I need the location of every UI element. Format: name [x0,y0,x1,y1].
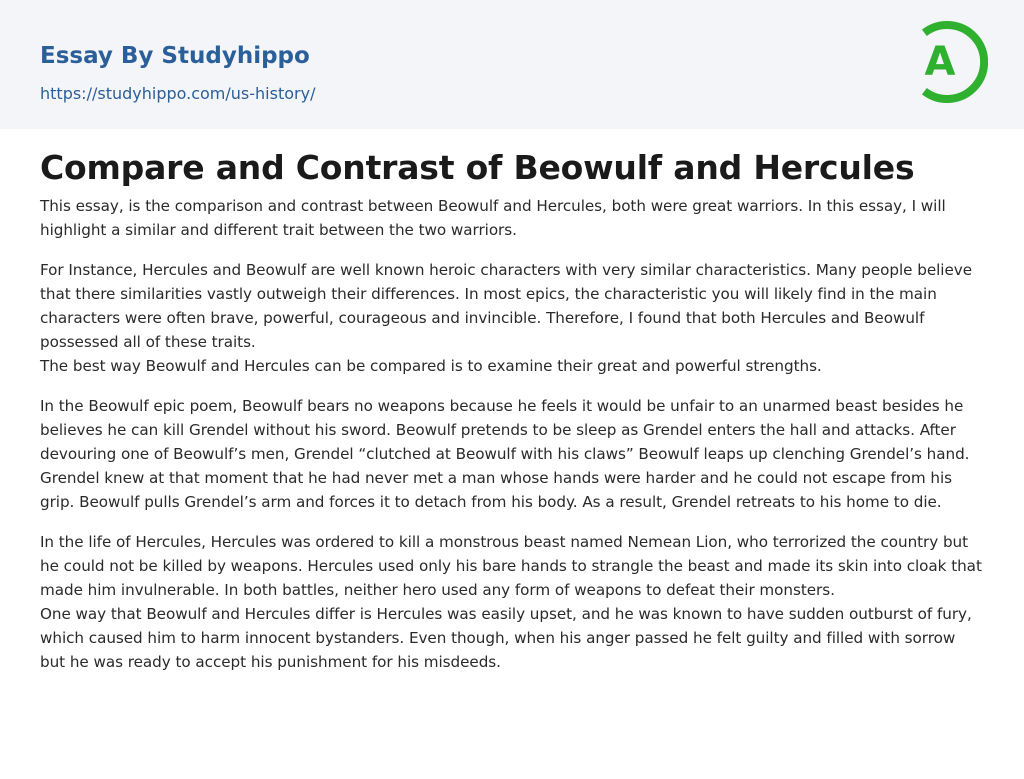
logo-icon[interactable] [910,18,988,106]
paragraph: In the Beowulf epic poem, Beowulf bears no weapons because he feels it would be unfair to an unarmed beast besides he believes he can kill Grendel without his sword. Beowulf pretends to be sleep as Grendel enters the hall and attacks. After devouring one of Beowulf’s men, Grendel “clutched at Beowulf with his claws” Beowulf leaps up clenching Grendel’s hand. Grendel knew at that moment that he had never met a man whose hands were harder and he could not escape from his grip. Beowulf pulls Grendel’s arm and forces it to detach from his body. As a result, Grendel retreats to his home to die. [40,397,970,511]
brand-title: Essay By Studyhippo [40,43,310,69]
paragraph: In the life of Hercules, Hercules was ordered to kill a monstrous beast named Nemean Lion, who terrorized the country but he could not be killed by weapons. Hercules used only his bare hands to strangle the beast and made its skin into cloak that made him invulnerable. In both battles, neither hero used any form of weapons to defeat their monsters. [40,533,982,599]
paragraph: One way that Beowulf and Hercules differ is Hercules was easily upset, and he was known to have sudden outburst of fury, which caused him to harm innocent bystanders. Even though, when his anger passed he felt guilty and filled with sorrow but he was ready to accept his punishment for his misdeeds. [40,605,972,671]
paragraph: The best way Beowulf and Hercules can be compared is to examine their great and powerful strengths. [40,357,822,375]
paragraph: For Instance, Hercules and Beowulf are well known heroic characters with very similar characteristics. Many people believe that there similarities vastly outweigh their differences. In most epics, the characteristic you will likely find in the main characters were often brave, powerful, courageous and invincible. Therefore, I found that both Hercules and Beowulf possessed all of these traits. [40,261,973,351]
article-body [40,194,984,690]
paragraph: This essay, is the comparison and contrast between Beowulf and Hercules, both were great warriors. In this essay, I will highlight a similar and different trait between the two warriors. [40,197,946,239]
page-title: Compare and Contrast of Beowulf and Hercules [40,148,915,187]
source-link[interactable]: https://studyhippo.com/us-history/ [40,84,316,103]
logo-letter: A [924,39,956,85]
